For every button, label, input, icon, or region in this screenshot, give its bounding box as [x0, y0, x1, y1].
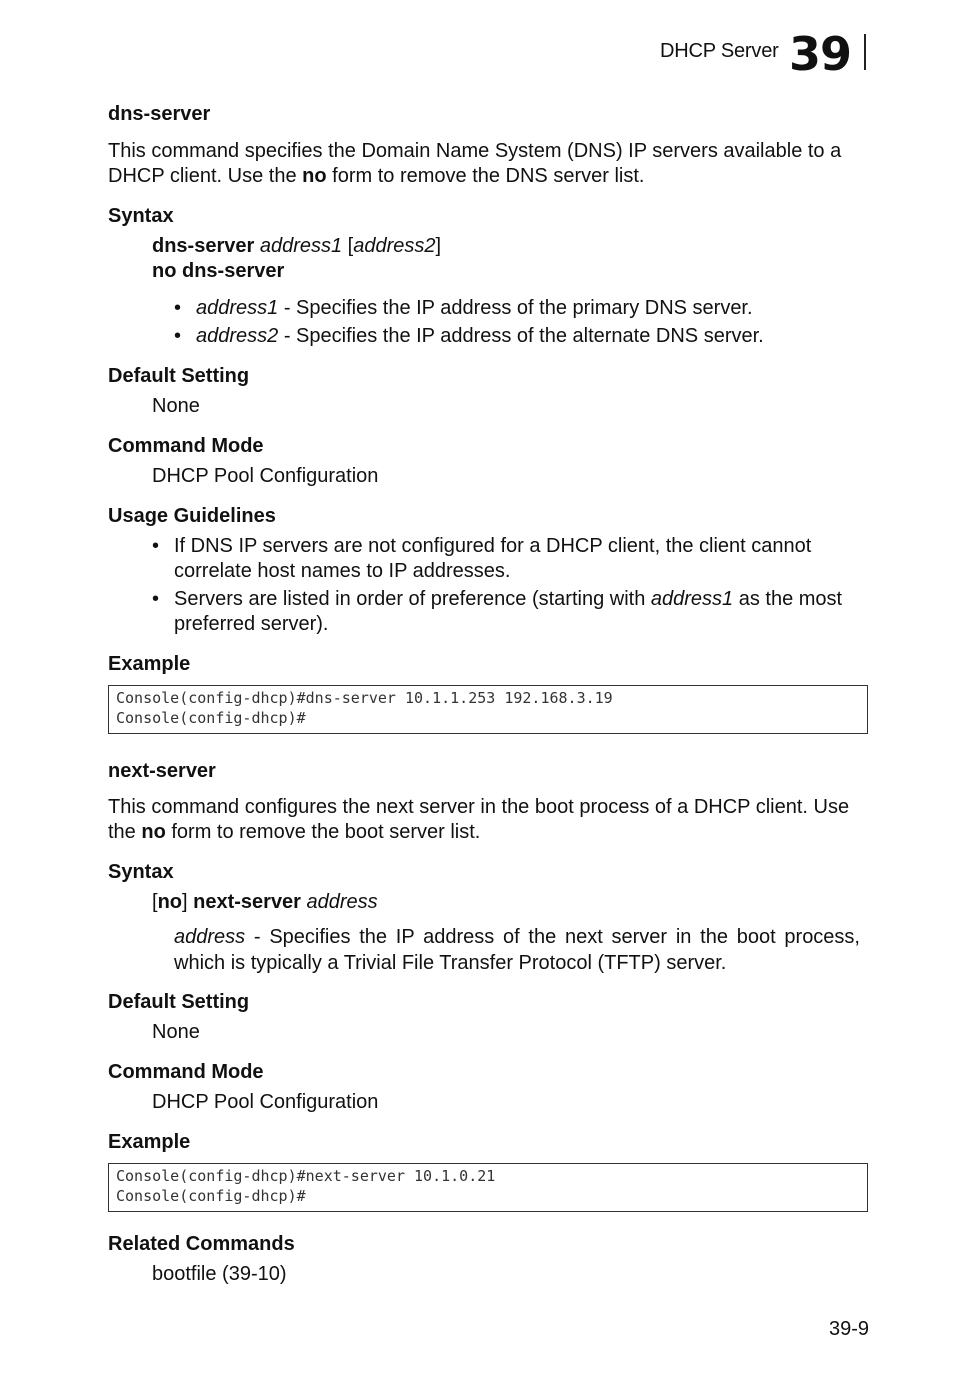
bullet-icon: •: [174, 297, 182, 319]
bullet-icon: •: [152, 535, 160, 557]
param-address2: address2 - Specifies the IP address of the alternate DNS server.: [196, 325, 764, 347]
chapter-number: 39: [789, 27, 852, 81]
usage-bullet1-line2: correlate host names to IP addresses.: [174, 560, 511, 582]
bullet-icon: •: [152, 588, 160, 610]
command-title-next-server: next-server: [108, 760, 216, 782]
dns-server-description-line2: DHCP client. Use the no form to remove the DNS server list.: [108, 165, 645, 187]
command-mode-heading: Command Mode: [108, 1061, 264, 1083]
usage-bullet2-line1: Servers are listed in order of preference (starting with address1 as the most: [174, 588, 843, 610]
code-line: Console(config-dhcp)#: [116, 709, 306, 727]
param-address-line2: which is typically a Trivial File Transfer Protocol (TFTP) server.: [174, 952, 727, 974]
next-server-description-line2: the no form to remove the boot server list.: [108, 821, 481, 843]
syntax-heading: Syntax: [108, 861, 174, 883]
code-example-box: [108, 1163, 868, 1212]
default-setting-heading: Default Setting: [108, 991, 250, 1013]
command-mode-value: DHCP Pool Configuration: [152, 1091, 379, 1113]
code-line: Console(config-dhcp)#next-server 10.1.0.21: [116, 1167, 496, 1185]
bullet-icon: •: [174, 325, 182, 347]
page-number: 39-9: [829, 1318, 870, 1340]
syntax-heading: Syntax: [108, 205, 174, 227]
default-setting-value: None: [152, 395, 200, 417]
default-setting-value: None: [152, 1021, 200, 1043]
running-header-title: DHCP Server: [660, 40, 779, 62]
default-setting-heading: Default Setting: [108, 365, 250, 387]
usage-bullet2-line2: preferred server).: [174, 613, 329, 635]
command-title-dns-server: dns-server: [108, 103, 211, 125]
example-heading: Example: [108, 653, 191, 675]
chapter-rule: [864, 34, 866, 70]
related-commands-heading: Related Commands: [108, 1233, 295, 1255]
related-command-link[interactable]: bootfile (39-10): [152, 1263, 287, 1285]
code-line: Console(config-dhcp)#: [116, 1187, 306, 1205]
syntax-line-next-server: [no] next-server address: [152, 891, 378, 913]
example-heading: Example: [108, 1131, 191, 1153]
code-example-box: [108, 685, 868, 734]
usage-bullet1-line1: If DNS IP servers are not configured for a DHCP client, the client cannot: [174, 535, 812, 557]
syntax-line-no-dns-server: no dns-server: [152, 260, 285, 282]
next-server-description-line1: This command configures the next server in the boot process of a DHCP client. Use: [108, 796, 850, 818]
dns-server-description-line1: This command specifies the Domain Name System (DNS) IP servers available to a: [108, 140, 842, 162]
command-mode-value: DHCP Pool Configuration: [152, 465, 379, 487]
param-address1: address1 - Specifies the IP address of the primary DNS server.: [196, 297, 753, 319]
syntax-line-dns-server: dns-server address1 [address2]: [152, 235, 442, 257]
code-line: Console(config-dhcp)#dns-server 10.1.1.253 192.168.3.19: [116, 689, 613, 707]
usage-guidelines-heading: Usage Guidelines: [108, 505, 276, 527]
param-address-line1: address - Specifies the IP address of the next server in the boot process,: [174, 926, 860, 948]
command-mode-heading: Command Mode: [108, 435, 264, 457]
